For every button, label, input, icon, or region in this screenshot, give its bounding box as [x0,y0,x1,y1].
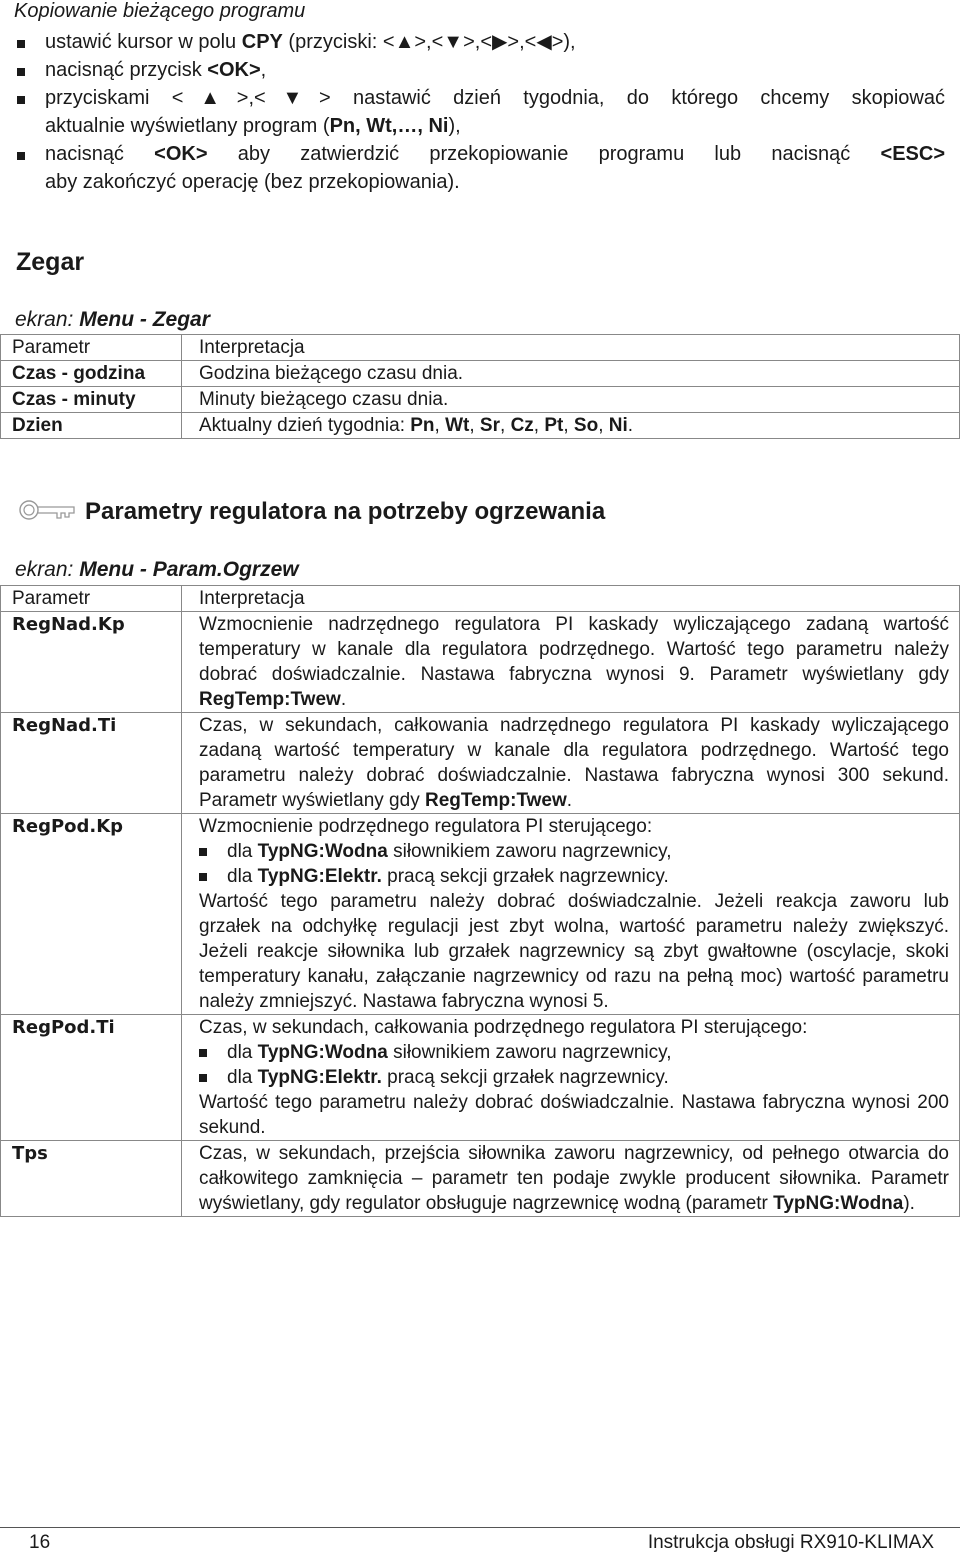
desc-bold: TypNG:Wodna [773,1193,904,1214]
copy-step-4-line2 [45,168,460,196]
desc-text: Wzmocnienie nadrzędnego regulatora PI kaskady wyliczającego zadaną wartość temperatury w kanale dla regulatora podrzędnego. Wartość tego parametru należy dobrać doświadczalnie. Nastawa fabryczna wynosi 9. Parametr wyświetlany gdy [199,614,949,685]
desc-text: dla [227,841,258,862]
step-text: ustawić kursor w polu [45,31,242,53]
param-name: Tps [1,1141,182,1217]
heating-parameter-table [0,585,960,1217]
screen-label-clock [15,308,210,332]
bullet-icon [17,152,25,160]
desc-paragraph [199,612,949,712]
day-code: Pt [544,415,564,436]
step-text: > nastawić dzień tygodnia, do którego chcemy skopiować [319,87,945,109]
bullet-icon [199,1074,207,1082]
param-name: RegNad.Ti [1,713,182,814]
desc-bold: TypNG:Elektr. [257,1067,382,1088]
param-name: RegNad.Kp [1,612,182,713]
step-text: nacisnąć [45,143,155,165]
param-desc [182,713,960,814]
param-desc: Godzina bieżącego czasu dnia. [182,361,960,387]
sub-bullet [199,1065,949,1090]
step-text: >,< [507,31,537,53]
step-text: przyciskami < [45,87,184,109]
desc-text: , [469,415,480,436]
sub-bullet [199,1040,949,1065]
footer-divider [0,1527,960,1528]
desc-text: , [563,415,574,436]
step-text: >,< [236,87,266,109]
step-text: aby zakończyć operację (bez przekopiowania). [45,171,460,193]
step-text: aby zatwierdzić przekopiowanie programu lub nacisnąć [207,143,881,165]
param-name: Czas - minuty [1,387,182,413]
desc-bold: RegTemp:Twew [199,689,341,710]
desc-text: siłownikiem zaworu nagrzewnicy, [387,841,672,862]
desc-text: , [598,415,609,436]
table-row [1,1141,960,1217]
bullet-icon [17,40,25,48]
desc-text: pracą sekcji grzałek nagrzewnicy. [381,866,669,887]
day-code: Pn [410,415,435,436]
copy-step-1 [45,28,576,56]
step-bold: <OK> [207,59,261,81]
table-row [1,713,960,814]
param-name: Czas - godzina [1,361,182,387]
desc-text: . [340,689,347,710]
day-code: Ni [608,415,628,436]
desc-bold: TypNG:Wodna [257,841,388,862]
screen-name: Menu - Zegar [79,308,210,331]
desc-text: pracą sekcji grzałek nagrzewnicy. [381,1067,669,1088]
desc-text: dla [227,1042,258,1063]
desc-intro: Wzmocnienie podrzędnego regulatora PI sterującego: [199,816,653,837]
param-name: RegPod.Ti [1,1015,182,1141]
step-bold: <OK> [154,143,208,165]
bullet-icon [199,873,207,881]
screen-prefix: ekran: [15,558,80,581]
desc-bold: RegTemp:Twew [424,790,567,811]
table-row [1,361,960,387]
step-text: aktualnie wyświetlany program ( [45,115,330,137]
table-row [1,814,960,1015]
param-name: Dzien [1,413,182,439]
desc-paragraph [199,1141,949,1216]
param-desc [182,413,960,439]
column-header-param: Parametr [1,335,182,361]
param-name: RegPod.Kp [1,814,182,1015]
bullet-icon [17,96,25,104]
arrow-left-icon: ◀ [536,31,552,53]
param-desc [182,1141,960,1217]
column-header-interp: Interpretacja [182,586,960,612]
desc-text: ). [903,1193,915,1214]
copy-step-2 [45,56,266,84]
day-code: Cz [510,415,534,436]
arrow-right-icon: ▶ [492,31,508,53]
sub-bullet [199,864,949,889]
desc-intro: Czas, w sekundach, całkowania podrzędnego regulatora PI sterującego: [199,1017,808,1038]
section-heading-clock: Zegar [16,248,85,276]
bullet-icon [17,68,25,76]
desc-text: . [566,790,573,811]
screen-name: Menu - Param.Ogrzew [79,558,299,581]
param-desc [182,1015,960,1141]
clock-parameter-table [0,334,960,439]
bullet-icon [199,848,207,856]
page-number: 16 [29,1532,51,1553]
desc-text: siłownikiem zaworu nagrzewnicy, [387,1042,672,1063]
desc-bold: TypNG:Elektr. [257,866,382,887]
desc-bold: TypNG:Wodna [257,1042,388,1063]
column-header-param: Parametr [1,586,182,612]
step-bold: Pn, Wt,…, Ni [329,115,449,137]
desc-text: , [533,415,545,436]
step-text: ), [448,115,461,137]
arrow-up-icon: ▲ [394,31,415,53]
desc-paragraph [199,713,949,813]
arrow-down-icon: ▼ [443,31,464,53]
copy-step-3-line1 [45,84,945,112]
day-code: Wt [445,415,470,436]
step-text: nacisnąć przycisk [45,59,208,81]
sub-bullet [199,839,949,864]
desc-text: Aktualny dzień tygodnia: [199,415,411,436]
desc-text: , [434,415,446,436]
step-text: >,< [463,31,492,53]
step-bold: CPY [241,31,283,53]
section-heading-params: Parametry regulatora na potrzeby ogrzewania [85,498,606,525]
screen-label-params [15,558,299,582]
section-heading-copy: Kopiowanie bieżącego programu [14,0,306,22]
desc-text: Czas, w sekundach, przejścia siłownika zaworu nagrzewnicy, od pełnego otwarcia do całkowitego zamknięcia – parametr ten podaje zwykle producent siłownika. Parametr wyświetlany, gdy regulator obsługuje nagrzewnicę wodną (parametr [199,1143,949,1214]
desc-text: Czas, w sekundach, całkowania nadrzędnego regulatora PI kaskady wyliczającego zadaną wartość temperatury w kanale dla regulatora podrzędnego. Wartość tego parametru należy dobrać doświadczalnie. Nastawa fabryczna wynosi 300 sekund. Parametr wyświetlany gdy [199,715,949,811]
copy-step-3-line2 [45,112,461,140]
step-text: , [260,59,267,81]
screen-prefix: ekran: [15,308,80,331]
desc-text: . [627,415,634,436]
desc-paragraph: Wartość tego parametru należy dobrać doświadczalnie. Jeżeli reakcja zaworu lub grzałek na odchyłkę regulacji jest zbyt wolna, wartość parametru należy zwiększyć. Jeżeli reakcje siłownika lub grzałek nagrzewnicy są zbyt gwałtowne (oscylacje, skoki temperatury kanału, załączanie nagrzewnicy od razu na pełną moc) wartość parametru należy zmniejszyć. Nastawa fabryczna wynosi 5. [199,891,949,1012]
table-row [1,387,960,413]
key-icon [17,496,77,526]
day-code: Sr [479,415,500,436]
param-desc: Minuty bieżącego czasu dnia. [182,387,960,413]
bullet-icon [199,1049,207,1057]
step-text: (przyciski: < [282,31,395,53]
day-code: So [573,415,599,436]
desc-text: , [500,415,511,436]
copy-step-4-line1 [45,140,945,168]
table-row [1,413,960,439]
manual-title: Instrukcja obsługi RX910-KLIMAX [647,1532,934,1553]
desc-text: dla [227,866,258,887]
arrow-up-icon: ▲ [183,87,237,109]
step-text: >), [551,31,576,53]
step-bold: <ESC> [880,143,945,165]
table-header-row [1,335,960,361]
step-text: >,< [414,31,444,53]
param-desc [182,814,960,1015]
desc-text: dla [227,1067,258,1088]
column-header-interp: Interpretacja [182,335,960,361]
table-row [1,612,960,713]
arrow-down-icon: ▼ [265,87,320,109]
table-header-row [1,586,960,612]
desc-paragraph: Wartość tego parametru należy dobrać doświadczalnie. Nastawa fabryczna wynosi 200 sekund. [199,1092,949,1138]
table-row [1,1015,960,1141]
param-desc [182,612,960,713]
